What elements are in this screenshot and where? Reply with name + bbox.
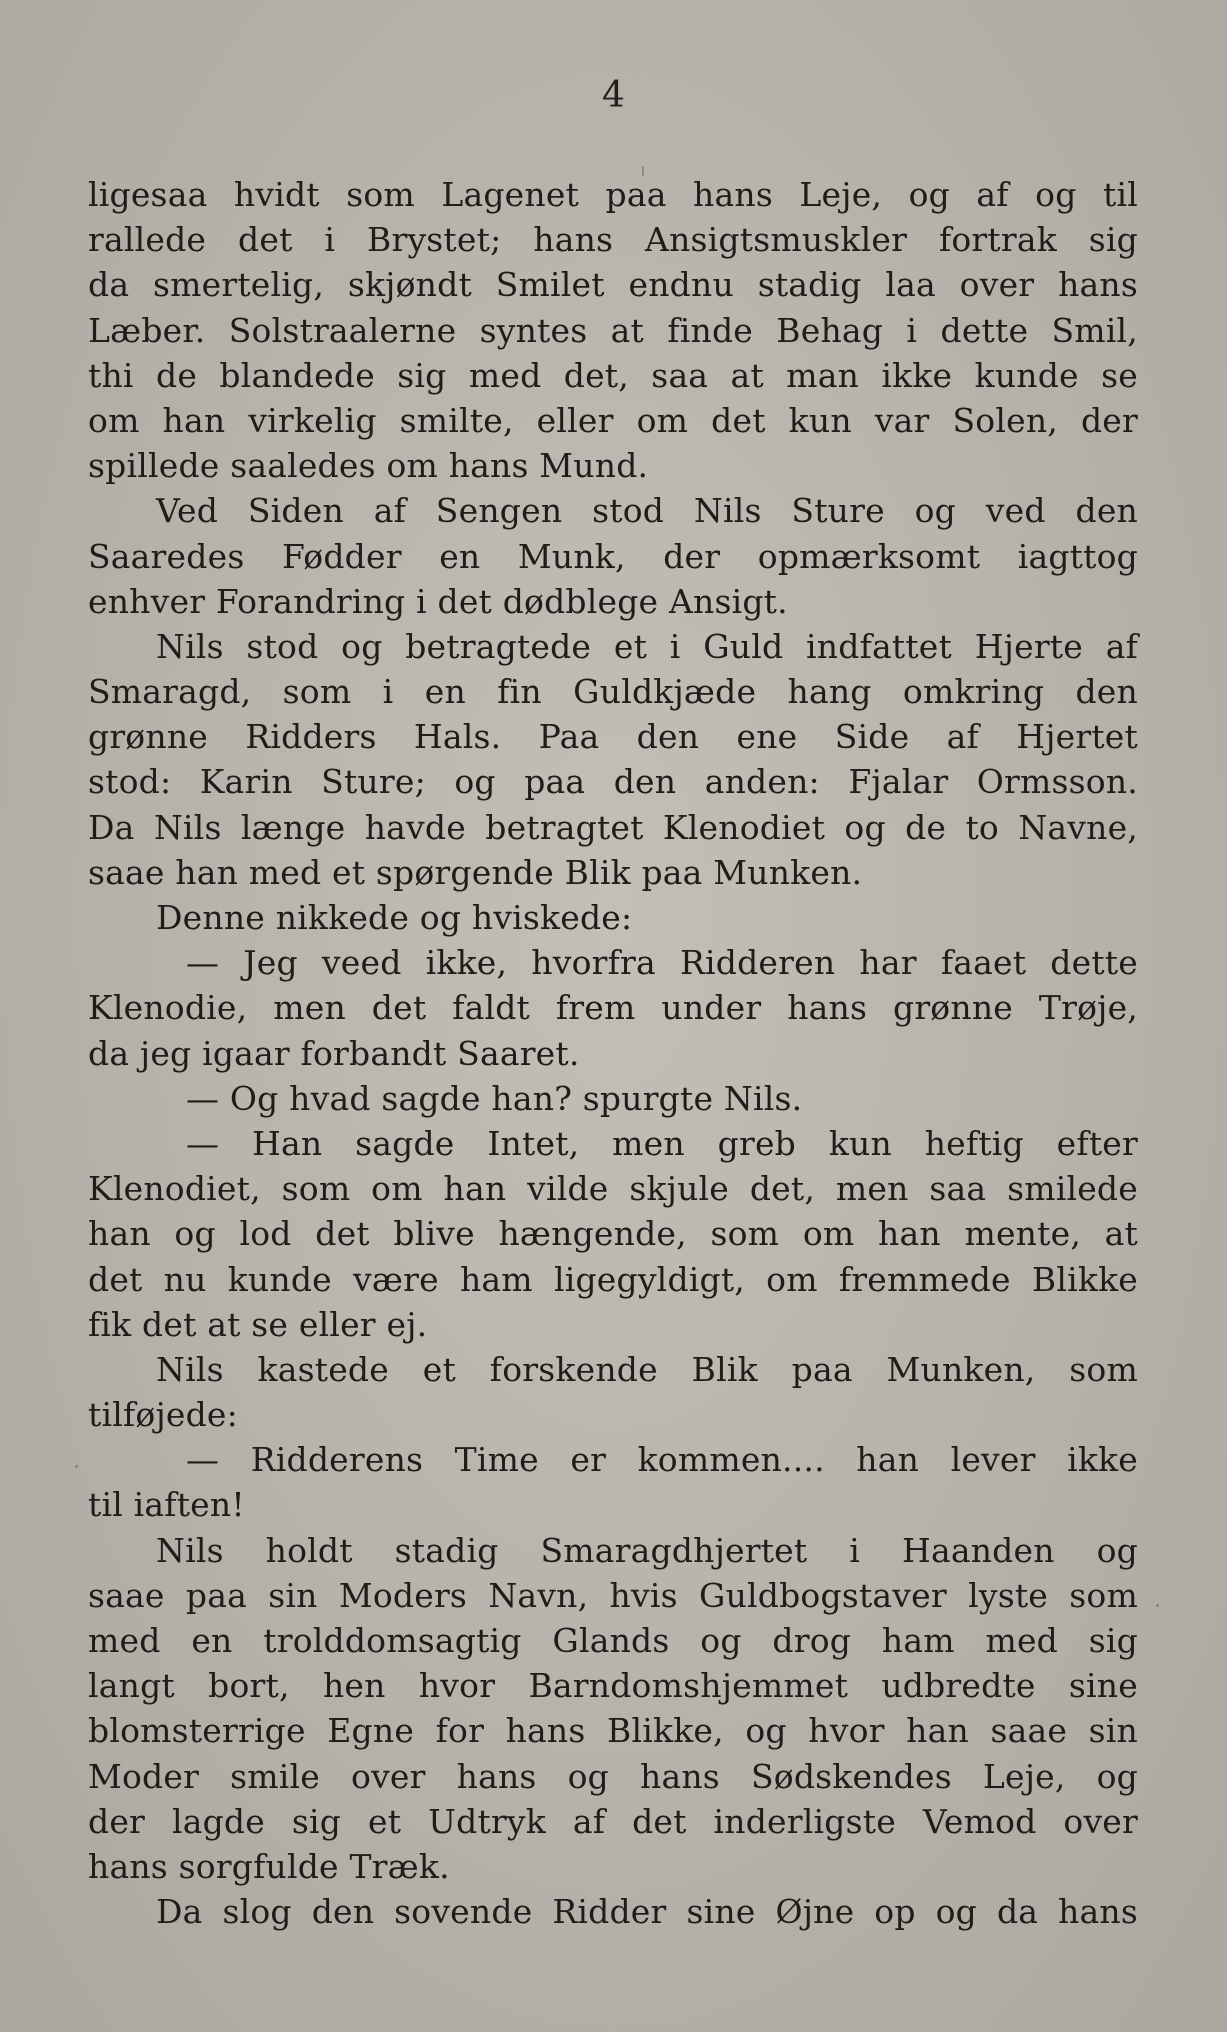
text-line: Moder smile over hans og hans Sødskendes Leje, og bbox=[88, 1756, 1138, 1796]
text-line: — Han sagde Intet, men greb kun heftig efter bbox=[186, 1123, 1138, 1163]
text-line: ligesaa hvidt som Lagenet paa hans Leje, og af og til bbox=[88, 175, 1138, 214]
text-line: spillede saaledes om hans Mund. bbox=[88, 446, 649, 486]
text-line: saae han med et spørgende Blik paa Munken. bbox=[88, 852, 863, 892]
text-line: — Ridderens Time er kommen.... han lever ikke bbox=[186, 1440, 1138, 1480]
text-line: det nu kunde være ham ligegyldigt, om fremmede Blikke bbox=[88, 1259, 1138, 1299]
paper-speck bbox=[75, 1465, 78, 1468]
text-line: enhver Forandring i det dødblege Ansigt. bbox=[88, 581, 788, 621]
text-line: Da Nils længe havde betragtet Klenodiet og de to Navne, bbox=[88, 807, 1138, 847]
text-line: Nils kastede et forskende Blik paa Munken, som bbox=[156, 1349, 1138, 1389]
paper-speck bbox=[1156, 1604, 1159, 1607]
text-line: Klenodie, men det faldt frem under hans grønne Trøje, bbox=[88, 988, 1138, 1028]
text-line: thi de blandede sig med det, saa at man ikke kunde se bbox=[88, 355, 1138, 395]
body-text bbox=[88, 172, 1138, 1934]
text-line: Denne nikkede og hviskede: bbox=[156, 898, 633, 937]
text-line: hans sorgfulde Træk. bbox=[88, 1846, 450, 1886]
text-line: fik det at se eller ej. bbox=[88, 1304, 428, 1344]
text-line: Klenodiet, som om han vilde skjule det, men saa smilede bbox=[88, 1169, 1138, 1209]
text-line: Ved Siden af Sengen stod Nils Sture og ved den bbox=[156, 491, 1138, 531]
text-line: tilføjede: bbox=[88, 1395, 238, 1435]
text-line: rallede det i Brystet; hans Ansigtsmuskler fortrak sig bbox=[88, 220, 1138, 260]
text-line: Nils stod og betragtede et i Guld indfattet Hjerte af bbox=[156, 626, 1138, 666]
text-line: saae paa sin Moders Navn, hvis Guldbogstaver lyste som bbox=[88, 1575, 1138, 1615]
text-line: han og lod det blive hængende, som om han mente, at bbox=[88, 1214, 1138, 1254]
page-number: 4 bbox=[602, 75, 625, 116]
text-line: om han virkelig smilte, eller om det kun var Solen, der bbox=[88, 400, 1138, 440]
text-line: grønne Ridders Hals. Paa den ene Side af Hjertet bbox=[88, 717, 1138, 757]
text-line: langt bort, hen hvor Barndomshjemmet udbredte sine bbox=[88, 1666, 1138, 1706]
text-line: stod: Karin Sture; og paa den anden: Fjalar Ormsson. bbox=[88, 762, 1138, 802]
text-line: Saaredes Fødder en Munk, der opmærksomt iagttog bbox=[88, 536, 1138, 576]
text-line: med en trolddomsagtig Glands og drog ham med sig bbox=[88, 1621, 1138, 1660]
text-line: til iaften! bbox=[88, 1485, 245, 1525]
text-line: Smaragd, som i en fin Guldkjæde hang omkring den bbox=[88, 672, 1138, 712]
text-line: da jeg igaar forbandt Saaret. bbox=[88, 1033, 580, 1073]
paper-speck bbox=[642, 166, 644, 176]
text-line: — Jeg veed ikke, hvorfra Ridderen har faaet dette bbox=[186, 943, 1138, 983]
text-line: der lagde sig et Udtryk af det inderligste Vemod over bbox=[88, 1801, 1138, 1841]
text-line: da smertelig, skjøndt Smilet endnu stadig laa over hans bbox=[88, 265, 1138, 305]
text-line: Nils holdt stadig Smaragdhjertet i Haanden og bbox=[156, 1530, 1138, 1570]
text-line: — Og hvad sagde han? spurgte Nils. bbox=[186, 1078, 803, 1118]
text-line: Læber. Solstraalerne syntes at finde Behag i dette Smil, bbox=[88, 310, 1138, 350]
text-line: blomsterrige Egne for hans Blikke, og hvor han saae sin bbox=[88, 1711, 1138, 1751]
text-line: Da slog den sovende Ridder sine Øjne op og da hans bbox=[156, 1892, 1138, 1932]
